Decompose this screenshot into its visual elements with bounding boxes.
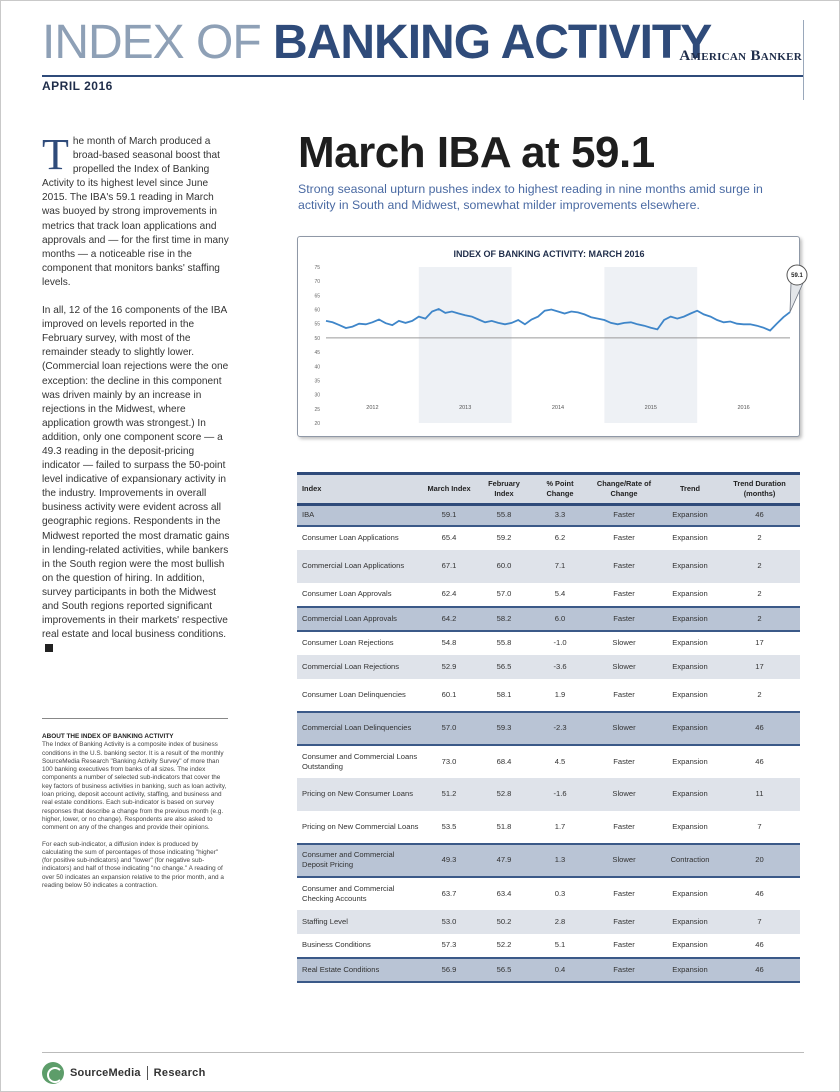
- col-rate-of-change: Change/Rate of Change: [587, 474, 661, 505]
- cell-duration: 17: [755, 638, 764, 647]
- article-intro: [42, 130, 232, 290]
- y-tick-label: 70: [314, 279, 320, 286]
- y-tick-label: 65: [314, 293, 320, 300]
- cell-march: 51.2: [423, 778, 475, 811]
- cell-index-name: Consumer Loan Rejections: [302, 638, 394, 647]
- cell-february: 68.4: [496, 756, 512, 766]
- col-february: February Index: [475, 474, 533, 505]
- cell-trend: Expansion: [661, 607, 719, 631]
- y-tick-label: 45: [314, 350, 320, 357]
- table-header-row: [297, 474, 800, 505]
- article-column: [42, 130, 232, 656]
- cell-duration: 46: [719, 958, 800, 982]
- cell-point-change: 1.3: [533, 844, 587, 877]
- sourcemedia-logo-icon: [42, 1062, 64, 1084]
- y-tick-label: 40: [314, 364, 320, 371]
- cell-index-name: Pricing on New Consumer Loans: [297, 778, 423, 811]
- cell-march: 62.4: [441, 589, 457, 598]
- end-mark-icon: [45, 644, 53, 652]
- cell-rate: Faster: [613, 589, 635, 598]
- cell-march: 53.5: [441, 821, 457, 831]
- subheadline: Strong seasonal upturn pushes index to highest reading in nine months amid surge in activity in South and Midwest, somewhat milder improvements elsewhere.: [298, 182, 763, 212]
- y-tick-label: 50: [314, 335, 320, 342]
- footer-separator: [147, 1066, 148, 1080]
- table-row: [297, 844, 800, 877]
- cell-trend: Expansion: [672, 638, 708, 647]
- cell-february: 56.5: [475, 958, 533, 982]
- cell-trend: Expansion: [661, 655, 719, 679]
- cell-trend: Expansion: [672, 689, 708, 699]
- table-row: [297, 934, 800, 958]
- table-row: [297, 583, 800, 607]
- cell-duration: 11: [719, 778, 800, 811]
- cell-march: 57.0: [423, 712, 475, 745]
- cell-duration: 46: [755, 888, 764, 898]
- cell-duration: 20: [719, 844, 800, 877]
- cell-point-change: 4.5: [554, 756, 566, 766]
- cell-rate: Slower: [587, 655, 661, 679]
- cell-point-change: 0.4: [533, 958, 587, 982]
- cell-duration: 46: [755, 756, 764, 766]
- cell-trend: Expansion: [661, 505, 719, 526]
- cell-point-change: 6.0: [533, 607, 587, 631]
- cell-point-change: 5.4: [554, 589, 566, 598]
- cell-march: 53.0: [423, 910, 475, 934]
- cell-index-name: IBA: [297, 505, 423, 526]
- table-row: [297, 631, 800, 655]
- footer-brand: SourceMedia: [70, 1067, 141, 1079]
- cell-index-name: Pricing on New Commercial Loans: [302, 821, 419, 831]
- about-paragraph-2: For each sub-indicator, a diffusion index is produced by calculating the sum of percentages of those indicating "higher" (for positive sub-indicators) and "lower" (for negative sub-indicators) and half of those indicating "no change." A reading of over 50 indicates an expansion relative to the prior month, and a reading below 50 indicates a contraction.: [42, 840, 224, 890]
- body-text: In all, 12 of the 16 components of the IBA improved on levels reported in the February survey, with most of the remainder steady to slightly lower. (Commercial loan rejections were the one exception: the decline in this component was driven mainly by an increase in rejections in the Midwest, where application growth was strongest.) In addition, only one component score — a 49.3 reading in the deposit-pricing indicator — failed to surpass the 50-point level indicative of expansionary activity in the industry. Improvements in overall business activity were evident across all geographic regions. Respondents in the Midwest reported the most dramatic gains in lending-related activities, while bankers in the South region were the most bullish on the question of hiring. In addition, survey participants in both the Midwest and South regions reported significant improvements in their markets' respective real estate and local business conditions.: [42, 305, 230, 641]
- x-year-label: 2016: [737, 405, 750, 411]
- cell-march: 57.3: [441, 940, 457, 949]
- drop-cap: T: [42, 130, 69, 179]
- cell-point-change: 2.8: [533, 910, 587, 934]
- cell-february: 57.0: [496, 589, 512, 598]
- cell-february: 63.4: [496, 888, 512, 898]
- cell-trend: Expansion: [661, 712, 719, 745]
- cell-rate: Faster: [613, 821, 635, 831]
- y-tick-label: 75: [314, 265, 320, 271]
- cell-trend: Expansion: [672, 756, 708, 766]
- issue-date: APRIL 2016: [42, 79, 113, 93]
- y-tick-label: 60: [314, 307, 320, 314]
- chart-title: INDEX OF BANKING ACTIVITY: MARCH 2016: [453, 249, 645, 259]
- cell-february: 52.8: [475, 778, 533, 811]
- table-row: [297, 505, 800, 526]
- cell-point-change: 6.2: [554, 533, 566, 542]
- year-band: [604, 267, 697, 423]
- cell-february: 50.2: [475, 910, 533, 934]
- col-point-change: % Point Change: [533, 474, 587, 505]
- article-body: [42, 304, 232, 656]
- cell-index-name: Commercial Loan Delinquencies: [297, 712, 423, 745]
- cell-february: 47.9: [475, 844, 533, 877]
- cell-trend: Expansion: [672, 589, 708, 598]
- table-row: [297, 679, 800, 712]
- table-row: [297, 958, 800, 982]
- callout-value: 59.1: [791, 273, 803, 279]
- cell-index-name: Staffing Level: [297, 910, 423, 934]
- cell-trend: Expansion: [672, 821, 708, 831]
- cell-trend: Expansion: [672, 888, 708, 898]
- footer: [42, 1058, 206, 1088]
- chart-panel: [297, 236, 803, 437]
- headline: March IBA at 59.1: [298, 128, 655, 177]
- cell-index-name: Real Estate Conditions: [297, 958, 423, 982]
- cell-index-name: Commercial Loan Rejections: [297, 655, 423, 679]
- cell-march: 65.4: [441, 533, 457, 542]
- cell-rate: Faster: [613, 888, 635, 898]
- table-row: [297, 910, 800, 934]
- cell-duration: 46: [755, 940, 764, 949]
- cell-rate: Faster: [587, 505, 661, 526]
- cell-march: 63.7: [441, 888, 457, 898]
- y-tick-label: 55: [314, 321, 320, 328]
- cell-march: 67.1: [423, 550, 475, 583]
- cell-index-name: Business Conditions: [302, 940, 371, 949]
- col-trend: Trend: [661, 474, 719, 505]
- cell-trend: Contraction: [661, 844, 719, 877]
- table-row: [297, 526, 800, 550]
- cell-rate: Faster: [613, 940, 635, 949]
- cell-duration: 2: [719, 550, 800, 583]
- cell-point-change: -2.3: [533, 712, 587, 745]
- cell-february: 59.2: [496, 533, 512, 542]
- table-row: [297, 550, 800, 583]
- header-rule: [42, 75, 804, 77]
- cell-index-name: Consumer Loan Delinquencies: [302, 689, 406, 699]
- cell-index-name: Consumer and Commercial Loans Outstanding: [302, 751, 418, 771]
- x-year-label: 2013: [459, 405, 472, 411]
- y-tick-label: 35: [314, 378, 320, 385]
- col-march: March Index: [423, 474, 475, 505]
- cell-index-name: Consumer Loan Applications: [302, 533, 399, 542]
- cell-rate: Faster: [613, 533, 635, 542]
- brand-logo: American Banker: [679, 48, 802, 64]
- intro-text: he month of March produced a broad-based seasonal boost that propelled the Index of Banking Activity to its highest level since June 2015. The IBA's 59.1 reading in March was buoyed by strong improvements in metrics that track loan applications and approvals and — for the first time in many months — a noticeable rise in the component that monitors banks' staffing levels.: [42, 136, 229, 288]
- col-trend-duration: Trend Duration (months): [719, 474, 800, 505]
- table-row: [297, 712, 800, 745]
- cell-duration: 2: [757, 589, 762, 598]
- table-row: [297, 778, 800, 811]
- table-row: [297, 877, 800, 910]
- about-heading: ABOUT THE INDEX OF BANKING ACTIVITY: [42, 733, 174, 740]
- footer-rule: [42, 1052, 804, 1053]
- cell-rate: Faster: [587, 550, 661, 583]
- cell-point-change: 0.3: [554, 888, 566, 898]
- cell-march: 73.0: [441, 756, 457, 766]
- cell-duration: 2: [757, 533, 762, 542]
- cell-february: 55.8: [475, 505, 533, 526]
- about-divider: [42, 718, 228, 719]
- cell-trend: Expansion: [661, 958, 719, 982]
- cell-march: 49.3: [423, 844, 475, 877]
- cell-duration: 7: [757, 821, 762, 831]
- cell-duration: 7: [719, 910, 800, 934]
- col-index: Index: [297, 474, 423, 505]
- cell-march: 60.1: [441, 689, 457, 699]
- header-divider: [803, 20, 804, 100]
- cell-february: 58.1: [496, 689, 512, 699]
- cell-february: 58.2: [475, 607, 533, 631]
- cell-point-change: -1.6: [533, 778, 587, 811]
- cell-duration: 2: [719, 607, 800, 631]
- cell-march: 59.1: [423, 505, 475, 526]
- table-row: [297, 811, 800, 844]
- cell-march: 54.8: [441, 638, 457, 647]
- cell-trend: Expansion: [661, 778, 719, 811]
- cell-rate: Faster: [587, 958, 661, 982]
- footer-division: Research: [153, 1067, 206, 1079]
- cell-rate: Slower: [587, 778, 661, 811]
- cell-february: 51.8: [496, 821, 512, 831]
- cell-february: 60.0: [475, 550, 533, 583]
- cell-point-change: 3.3: [533, 505, 587, 526]
- cell-duration: 17: [719, 655, 800, 679]
- title-bold: BANKING ACTIVITY: [273, 16, 712, 69]
- cell-march: 64.2: [423, 607, 475, 631]
- cell-point-change: -1.0: [553, 638, 567, 647]
- about-paragraph-1: The Index of Banking Activity is a composite index of business conditions in the U.S. banking sector. It is a result of the monthly SourceMedia Research "Banking Activity Survey" of more than 100 banking executives from banks of all sizes. The index components a number of selected sub-indicators that cover the key factors of business activities in banking, such as loan activity, loan pricing, deposit account activity, staffing, and business and real estate conditions. Each sub-indicator is based on survey responses that describe a change from the previous month (e.g. higher, lower, or no change). Respondents are also asked to comment on any of the changes and provide their opinions.: [42, 741, 227, 832]
- cell-point-change: 1.7: [554, 821, 566, 831]
- cell-february: 59.3: [475, 712, 533, 745]
- x-year-label: 2014: [551, 405, 565, 411]
- cell-point-change: 5.1: [554, 940, 566, 949]
- year-band: [419, 267, 512, 423]
- title-light: INDEX OF: [42, 16, 274, 69]
- cell-trend: Expansion: [661, 910, 719, 934]
- components-table: [297, 472, 800, 983]
- cell-index-name: Consumer and Commercial Checking Accounts: [302, 883, 395, 903]
- y-tick-label: 20: [314, 421, 320, 427]
- cell-duration: 46: [719, 712, 800, 745]
- y-tick-label: 25: [314, 406, 320, 413]
- cell-rate: Slower: [587, 712, 661, 745]
- cell-index-name: Commercial Loan Applications: [297, 550, 423, 583]
- cell-point-change: 1.9: [554, 689, 566, 699]
- cell-trend: Expansion: [672, 533, 708, 542]
- table-row: [297, 655, 800, 679]
- cell-index-name: Commercial Loan Approvals: [297, 607, 423, 631]
- table-row: [297, 745, 800, 778]
- cell-index-name: Consumer and Commercial Deposit Pricing: [297, 844, 423, 877]
- iba-series-line: [326, 309, 790, 331]
- cell-rate: Faster: [587, 607, 661, 631]
- x-year-label: 2012: [366, 405, 379, 411]
- cell-trend: Expansion: [672, 940, 708, 949]
- y-tick-label: 30: [314, 392, 320, 399]
- cell-march: 56.9: [423, 958, 475, 982]
- cell-point-change: 7.1: [533, 550, 587, 583]
- cell-rate: Slower: [612, 638, 636, 647]
- cell-point-change: -3.6: [533, 655, 587, 679]
- table-row: [297, 607, 800, 631]
- cell-rate: Faster: [587, 910, 661, 934]
- cell-index-name: Consumer Loan Approvals: [302, 589, 392, 598]
- cell-trend: Expansion: [661, 550, 719, 583]
- cell-rate: Faster: [613, 689, 635, 699]
- cell-march: 52.9: [423, 655, 475, 679]
- x-year-label: 2015: [644, 405, 657, 411]
- cell-february: 55.8: [496, 638, 512, 647]
- cell-february: 52.2: [496, 940, 512, 949]
- masthead: [42, 18, 802, 73]
- iba-line-chart: [298, 237, 801, 438]
- cell-february: 56.5: [475, 655, 533, 679]
- cell-rate: Slower: [587, 844, 661, 877]
- about-box: [42, 733, 228, 890]
- cell-rate: Faster: [613, 756, 635, 766]
- cell-duration: 2: [757, 689, 762, 699]
- cell-duration: 46: [719, 505, 800, 526]
